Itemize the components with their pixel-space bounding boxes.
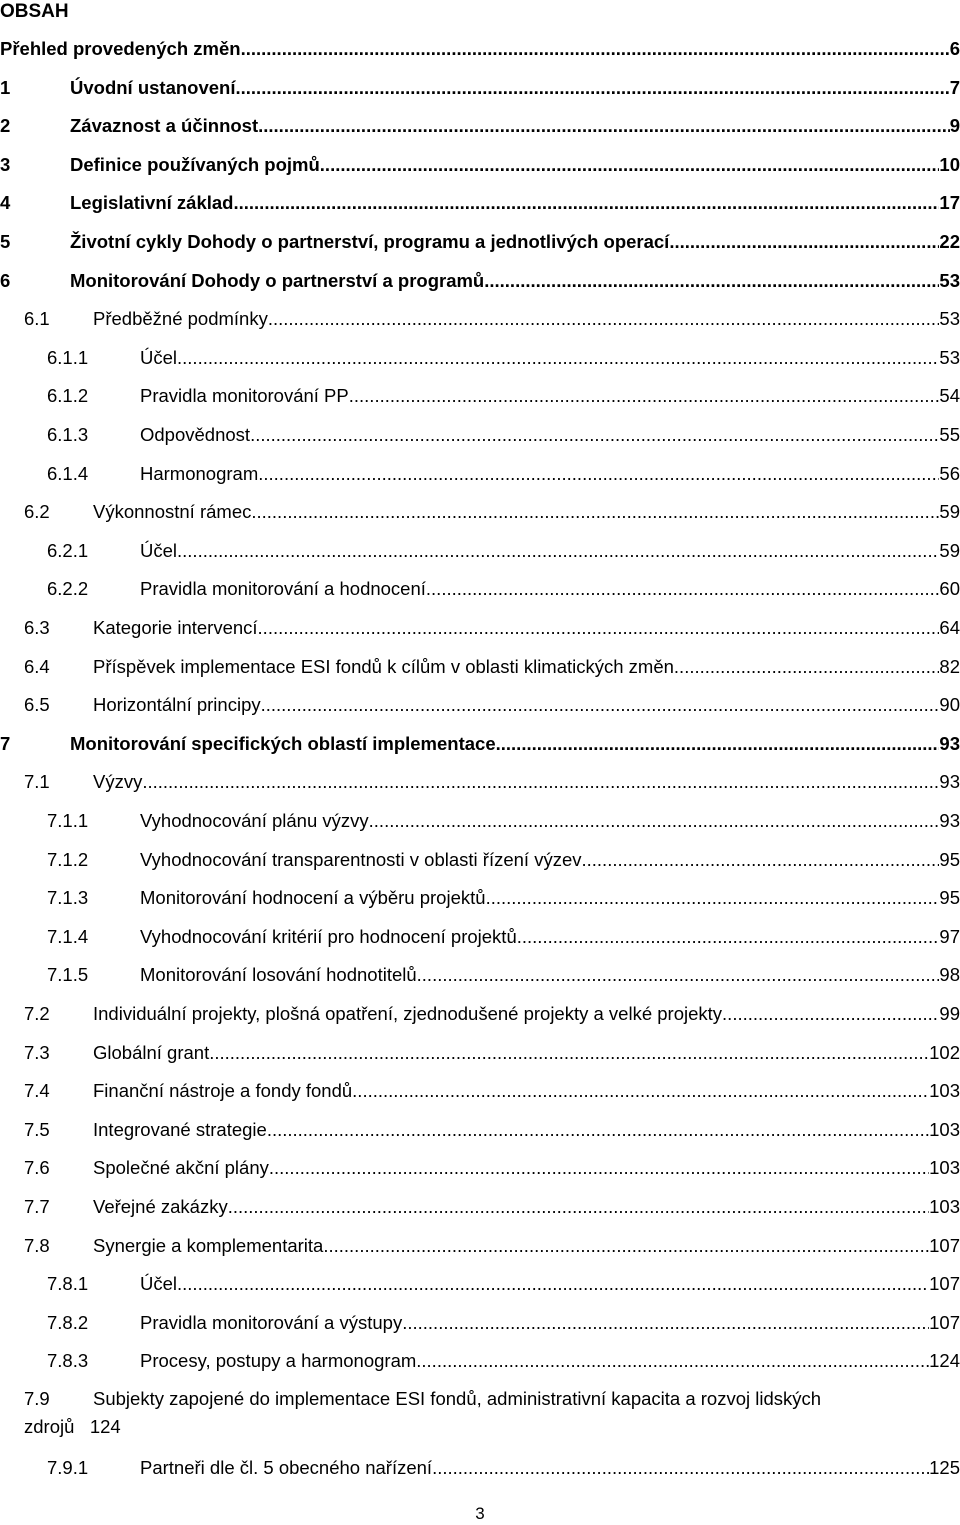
toc-entry-line	[93, 609, 960, 648]
toc-entry-title: Veřejné zakázky	[93, 1196, 228, 1217]
toc-entry-line	[93, 493, 960, 532]
toc-entry-number: 7.1.3	[47, 887, 89, 909]
toc-leader-dots	[426, 570, 940, 609]
toc-entry-page: 103	[929, 1196, 960, 1217]
toc-entry[interactable]	[0, 1188, 960, 1227]
toc-entry-title: Kategorie intervencí	[93, 617, 258, 638]
toc-entry-page: 56	[939, 462, 960, 484]
toc-entry-page: 124	[929, 1350, 960, 1372]
toc-leader-dots	[486, 879, 940, 918]
toc-leader-dots	[258, 107, 950, 146]
toc-entry-title: Monitorování hodnocení a výběru projektů	[140, 887, 486, 909]
toc-entry-continuation	[24, 1413, 121, 1441]
toc-leader-dots	[258, 455, 939, 494]
toc-entry-title: Předběžné podmínky	[93, 308, 268, 330]
toc-entry-title: Integrované strategie	[93, 1118, 267, 1140]
toc-entry-line	[140, 455, 960, 494]
toc-entry[interactable]	[0, 686, 960, 725]
toc-entry-title: Vyhodnocování plánu výzvy	[140, 810, 369, 831]
toc-entry-page: 64	[939, 617, 960, 638]
toc-entry-number: 7.4	[24, 1080, 50, 1102]
toc-entry-title: Monitorování Dohody o partnerství a programů	[70, 269, 485, 291]
toc-entry[interactable]	[0, 879, 960, 918]
toc-entry-page: 103	[929, 1118, 960, 1140]
toc-entry-number: 6.1.4	[47, 462, 89, 484]
toc-entry[interactable]	[0, 30, 960, 69]
toc-entry-title: Individuální projekty, plošná opatření, zjednodušené projekty a velké projekty	[93, 1003, 723, 1024]
toc-entry-page: 125	[929, 1457, 960, 1478]
toc-entry-line	[140, 841, 960, 880]
toc-entry[interactable]	[0, 918, 960, 957]
toc-entry[interactable]	[0, 1449, 960, 1488]
toc-entry-page: 93	[939, 810, 960, 831]
toc-leader-dots	[250, 416, 939, 455]
toc-entry-page: 60	[939, 578, 960, 600]
toc-entry-title: Účel	[140, 346, 178, 368]
toc-entry[interactable]	[0, 1304, 960, 1343]
toc-entry-title: Odpovědnost	[140, 424, 251, 445]
toc-entry-page: 55	[939, 424, 960, 445]
toc-entry-title: Výzvy	[93, 771, 143, 793]
toc-entry-line	[140, 956, 960, 995]
toc-heading: OBSAH	[0, 1, 69, 22]
toc-entry-line	[70, 725, 960, 764]
toc-leader-dots	[268, 300, 940, 339]
toc-leader-dots	[233, 184, 939, 223]
toc-entry-number: 6	[0, 269, 11, 291]
toc-entry-page: 107	[929, 1234, 960, 1256]
toc-entry-number: 7.5	[24, 1118, 50, 1140]
toc-entry-title: Monitorování specifických oblastí implementace	[70, 732, 496, 754]
toc-entry[interactable]	[0, 841, 960, 880]
toc-entry-number: 4	[0, 192, 11, 214]
toc-entry-line	[140, 1304, 960, 1343]
toc-entry-number: 6.1	[24, 308, 50, 330]
toc-entry-page: 107	[929, 1311, 960, 1333]
toc-entry-title: Procesy, postupy a harmonogram	[140, 1350, 417, 1372]
toc-entry-line	[70, 107, 960, 146]
toc-entry-number: 7.1.5	[47, 964, 89, 986]
toc-entry-line	[140, 1342, 960, 1381]
toc-entry-page: 95	[939, 887, 960, 909]
toc-entry[interactable]	[0, 763, 960, 802]
toc-entry-page: 103	[929, 1157, 960, 1179]
toc-entry-title: Společné akční plány	[93, 1157, 269, 1179]
toc-entry-number: 6.4	[24, 655, 50, 677]
toc-entry-title: Životní cykly Dohody o partnerství, programu a jednotlivých operací	[70, 231, 670, 252]
toc-leader-dots	[323, 1227, 929, 1266]
toc-entry-number: 6.3	[24, 617, 50, 638]
toc-entry-number: 7.8.2	[47, 1311, 89, 1333]
toc-leader-dots	[416, 1342, 929, 1381]
toc-entry-title: Účel	[140, 539, 178, 561]
toc-leader-dots	[269, 1149, 929, 1188]
toc-entry[interactable]	[0, 339, 960, 378]
toc-entry-title: Harmonogram	[140, 462, 259, 484]
toc-leader-dots	[177, 1265, 929, 1304]
toc-entry-line	[140, 377, 960, 416]
toc-entry-line	[93, 1034, 960, 1073]
toc-entry-line	[70, 184, 960, 223]
toc-entry-number: 6.1.3	[47, 424, 89, 445]
toc-entry-number: 7.7	[24, 1196, 50, 1217]
toc-entry-number: 6.2.1	[47, 539, 89, 561]
toc-entry-number: 6.5	[24, 694, 50, 716]
toc-entry[interactable]	[0, 1265, 960, 1304]
toc-leader-dots	[417, 956, 940, 995]
toc-entry[interactable]	[0, 956, 960, 995]
toc-entry[interactable]	[0, 262, 960, 301]
toc-entry-number: 7.9	[24, 1388, 50, 1409]
toc-entry-number: 6.2.2	[47, 578, 89, 600]
toc-entry-title-cont: zdrojů	[24, 1416, 75, 1437]
toc-leader-dots	[369, 802, 940, 841]
toc-entry-line	[140, 570, 960, 609]
toc-entry-number: 6.2	[24, 501, 50, 523]
toc-entry-page: 59	[939, 539, 960, 561]
toc-entry-number: 7	[0, 732, 11, 754]
toc-entry[interactable]	[0, 1034, 960, 1073]
toc-entry-line	[93, 648, 960, 687]
toc-entry-page: 7	[949, 76, 960, 98]
toc-entry-title: Pravidla monitorování PP	[140, 385, 349, 407]
toc-entry[interactable]	[0, 416, 960, 455]
toc-entry-title: Přehled provedených změn	[0, 38, 241, 59]
toc-entry-title: Vyhodnocování transparentnosti v oblasti řízení výzev	[140, 848, 582, 870]
toc-leader-dots	[484, 262, 939, 301]
toc-leader-dots	[236, 69, 950, 108]
toc-entry-line	[93, 1227, 960, 1266]
toc-entry-title: Horizontální principy	[93, 694, 261, 716]
toc-entry-page: 82	[939, 655, 960, 677]
toc-entry-line	[93, 1072, 960, 1111]
toc-entry-title: Účel	[140, 1273, 178, 1295]
toc-entry-line	[0, 30, 960, 69]
toc-entry-number: 1	[0, 76, 11, 98]
toc-entry-number: 7.9.1	[47, 1457, 89, 1478]
toc-entry[interactable]	[0, 1111, 960, 1150]
page-number: 3	[475, 1504, 485, 1523]
toc-entry-page: 93	[939, 771, 960, 793]
toc-entry-number: 5	[0, 231, 11, 252]
toc-entry-page: 59	[939, 501, 960, 523]
toc-entry-page: 6	[949, 38, 960, 59]
toc-entry-line	[93, 300, 960, 339]
toc-leader-dots	[258, 609, 940, 648]
toc-entry-title: Příspěvek implementace ESI fondů k cílům v oblasti klimatických změn	[93, 655, 674, 677]
toc-entry[interactable]	[0, 223, 960, 262]
toc-entry-line	[140, 802, 960, 841]
toc-entry-page: 107	[929, 1273, 960, 1295]
toc-entry-page: 124	[89, 1416, 121, 1437]
toc-entry-title: Pravidla monitorování a hodnocení	[140, 578, 426, 600]
toc-entry-title: Monitorování losování hodnotitelů	[140, 964, 417, 986]
toc-leader-dots	[177, 532, 939, 571]
toc-entry[interactable]	[0, 146, 960, 185]
toc-entry-title: Výkonnostní rámec	[93, 501, 252, 523]
toc-entry-title: Finanční nástroje a fondy fondů	[93, 1080, 353, 1102]
toc-entry-title: Partneři dle čl. 5 obecného nařízení	[140, 1457, 433, 1478]
toc-entry-number: 7.1.2	[47, 848, 89, 870]
toc-entry-title: Legislativní základ	[70, 192, 234, 214]
toc-entry-page: 102	[929, 1041, 960, 1063]
toc-entry-line	[140, 1449, 960, 1488]
toc-entry-line	[70, 262, 960, 301]
toc-entry-number: 7.1.4	[47, 925, 89, 947]
toc-leader-dots	[669, 223, 939, 262]
toc-entry-title: Úvodní ustanovení	[70, 76, 236, 98]
toc-leader-dots	[674, 648, 940, 687]
toc-entry-line	[93, 763, 960, 802]
toc-leader-dots	[228, 1188, 929, 1227]
toc-entry-title: Subjekty zapojené do implementace ESI fondů, administrativní kapacita a rozvoj lidských	[93, 1388, 822, 1409]
toc-entry[interactable]	[0, 995, 960, 1034]
toc-entry[interactable]	[0, 725, 960, 764]
toc-leader-dots	[261, 686, 940, 725]
toc-leader-dots	[582, 841, 940, 880]
toc-leader-dots	[349, 377, 940, 416]
toc-entry-number: 7.2	[24, 1003, 50, 1024]
toc-entry-number: 6.1.1	[47, 346, 89, 368]
toc-entry-line	[93, 995, 960, 1034]
toc-entry-title: Vyhodnocování kritérií pro hodnocení projektů	[140, 925, 517, 947]
toc-entry-line	[93, 1111, 960, 1150]
toc-entry[interactable]	[0, 377, 960, 416]
toc-leader-dots	[517, 918, 940, 957]
toc-entry-page: 97	[939, 925, 960, 947]
toc-leader-dots	[722, 995, 939, 1034]
toc-entry-number: 3	[0, 153, 11, 175]
toc-entry-page: 9	[949, 115, 960, 137]
toc-entry-number: 7.1.1	[47, 810, 89, 831]
toc-entry-page: 98	[939, 964, 960, 986]
toc-entry-line	[140, 1265, 960, 1304]
toc-entry[interactable]	[0, 69, 960, 108]
toc-entry-number: 7.8.3	[47, 1350, 89, 1372]
toc-leader-dots	[432, 1449, 929, 1488]
toc-entry-page: 17	[939, 192, 960, 214]
toc-entry-line	[140, 416, 960, 455]
toc-entry[interactable]	[0, 648, 960, 687]
toc-leader-dots	[142, 763, 939, 802]
toc-entry[interactable]	[0, 107, 960, 146]
toc-entry-page: 93	[939, 732, 960, 754]
toc-leader-dots	[251, 493, 939, 532]
toc-entry-title: Závaznost a účinnost	[70, 115, 259, 137]
toc-entry[interactable]	[0, 532, 960, 571]
toc-entry-page: 95	[939, 848, 960, 870]
toc-entry[interactable]	[0, 300, 960, 339]
toc-entry-page: 90	[939, 694, 960, 716]
toc-entry-number: 7.8	[24, 1234, 50, 1256]
toc-entry-number: 7.8.1	[47, 1273, 89, 1295]
toc-leader-dots	[402, 1304, 929, 1343]
toc-entry-line	[93, 1188, 960, 1227]
toc-entry-title: Synergie a komplementarita	[93, 1234, 324, 1256]
toc-entry-page: 53	[939, 269, 960, 291]
toc-entry[interactable]	[0, 1072, 960, 1111]
toc-leader-dots	[496, 725, 940, 764]
toc-entry-line	[140, 339, 960, 378]
toc-entry-number: 7.1	[24, 771, 50, 793]
toc-entry-page: 53	[939, 308, 960, 330]
toc-entry-line	[70, 146, 960, 185]
toc-entry-number: 6.1.2	[47, 385, 89, 407]
toc-entry-page: 53	[939, 346, 960, 368]
toc-entry[interactable]	[0, 570, 960, 609]
toc-leader-dots	[352, 1072, 929, 1111]
toc-leader-dots	[241, 30, 950, 69]
toc-entry-line	[140, 879, 960, 918]
toc-entry[interactable]	[0, 802, 960, 841]
toc-entry-line	[70, 223, 960, 262]
toc-entry-title: Definice používaných pojmů	[70, 153, 320, 175]
toc-entry-number: 7.6	[24, 1157, 50, 1179]
toc-leader-dots	[209, 1034, 929, 1073]
toc-entry-page: 99	[939, 1003, 960, 1024]
toc-entry-title: Globální grant	[93, 1041, 210, 1063]
toc-entry-number: 2	[0, 115, 11, 137]
toc-entry-page: 22	[939, 231, 960, 252]
toc-entry-line	[140, 918, 960, 957]
toc-entry-number: 7.3	[24, 1041, 50, 1063]
toc-entry-title: Pravidla monitorování a výstupy	[140, 1311, 403, 1333]
toc-entry[interactable]	[0, 493, 960, 532]
toc-entry[interactable]	[0, 455, 960, 494]
toc-entry[interactable]	[0, 1342, 960, 1381]
toc-leader-dots	[267, 1111, 929, 1150]
toc-entry-page: 54	[939, 385, 960, 407]
toc-entry-line	[70, 69, 960, 108]
toc-entry-page: 103	[929, 1080, 960, 1102]
toc-entry-line	[93, 686, 960, 725]
toc-entry-line	[140, 532, 960, 571]
toc-entry-page: 10	[939, 153, 960, 175]
toc-leader-dots	[177, 339, 939, 378]
toc-entry[interactable]	[0, 609, 960, 648]
toc-entry[interactable]	[0, 1227, 960, 1266]
toc-entry[interactable]	[0, 184, 960, 223]
toc-leader-dots	[320, 146, 940, 185]
toc-entry-line	[93, 1149, 960, 1188]
toc-entry[interactable]	[0, 1149, 960, 1188]
